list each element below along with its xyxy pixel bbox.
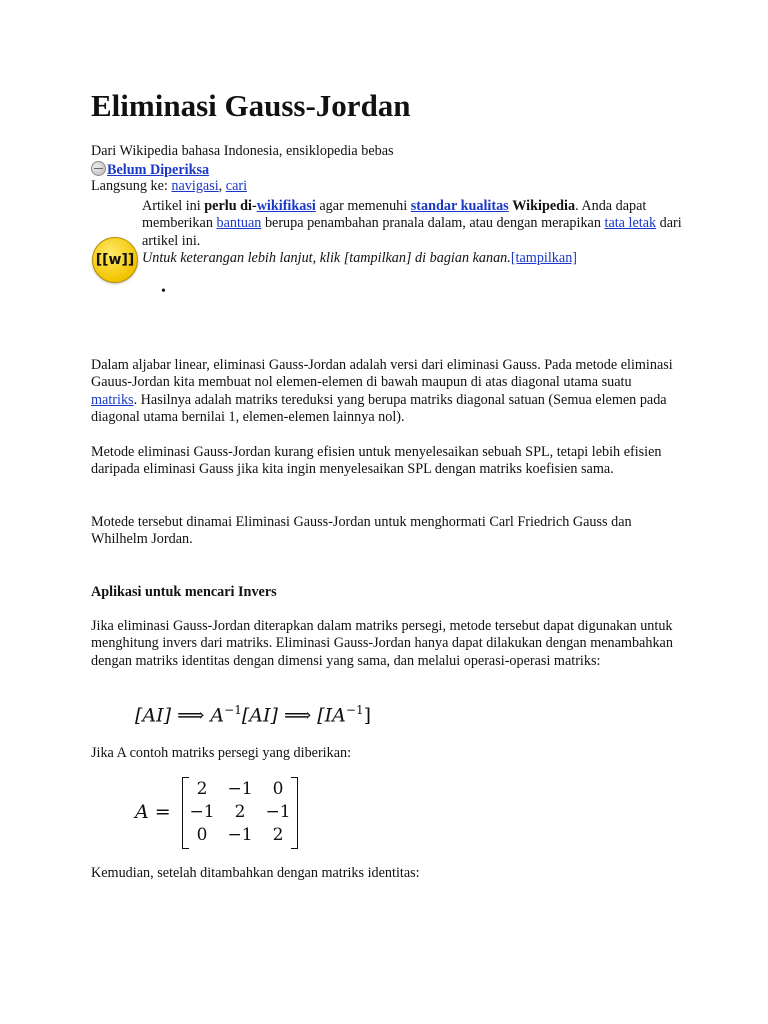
notice-note: Untuk keterangan lebih lanjut, klik [tampilkan] di bagian kanan. — [142, 250, 511, 267]
page-title: Eliminasi Gauss-Jordan — [91, 88, 411, 123]
wikify-notice — [142, 198, 682, 268]
show-link[interactable]: [tampilkan] — [510, 250, 578, 267]
notice-text: agar memenuhi — [315, 198, 411, 214]
jump-separator: , — [218, 178, 226, 194]
matrix-cell: 2 — [272, 825, 284, 845]
paragraph-efficiency: Metode eliminasi Gauss-Jordan kurang efisien untuk menyelesaikan sebuah SPL, tetapi lebih efisien daripada eliminasi Gauss jika kita ingin menyelesaikan SPL dengan matriks koefisien sama. — [91, 444, 662, 478]
matrix-cell: −1 — [265, 802, 291, 822]
layout-link[interactable]: tata letak — [604, 215, 657, 232]
matrix-cell: −1 — [189, 802, 215, 822]
jump-to-label: Langsung ke: — [91, 178, 172, 194]
matrix-cell: −1 — [227, 825, 253, 845]
formula-superscript: −1 — [224, 703, 242, 717]
paragraph-text: . Hasilnya adalah matriks tereduksi yang berupa matriks diagonal satuan (Semua elemen pada diagonal utama bernilai 1, elemen-elemen lainnya nol). — [91, 391, 667, 426]
wikify-icon: [[w]] — [92, 237, 138, 283]
paragraph-identity: Kemudian, setelah ditambahkan dengan matriks identitas: — [91, 865, 420, 881]
notice-text: . Anda dapat memberikan — [142, 198, 647, 232]
matrix-link[interactable]: matriks — [91, 391, 134, 408]
review-status-link[interactable]: Belum Diperiksa — [107, 162, 210, 178]
matrix-cell: −1 — [227, 779, 253, 799]
review-status — [91, 161, 209, 179]
search-link[interactable]: cari — [225, 178, 248, 194]
help-link[interactable]: bantuan — [216, 215, 262, 232]
quality-standard-link[interactable]: standar kualitas — [410, 198, 509, 214]
notice-text: berupa penambahan pranala dalam, atau dengan merapikan — [261, 215, 605, 232]
jump-to — [91, 178, 247, 195]
formula-part: [AI] — [241, 704, 278, 727]
list-bullet: • — [161, 284, 166, 299]
implies-symbol: ⟹ — [283, 704, 312, 727]
matrix-cell: 0 — [196, 825, 208, 845]
section-heading: Aplikasi untuk mencari Invers — [91, 584, 277, 600]
formula-part: [AI] — [135, 704, 172, 727]
notice-text: Artikel ini — [142, 198, 205, 214]
matrix-cell: 0 — [272, 779, 284, 799]
paragraph-intro — [91, 357, 681, 427]
notice-text: dari artikel ini. — [142, 215, 682, 249]
implies-symbol: ⟹ — [177, 704, 205, 727]
formula-inverse — [135, 703, 371, 726]
paragraph-example: Jika A contoh matriks persegi yang diberikan: — [91, 745, 352, 761]
formula-part: ] — [363, 704, 372, 727]
matrix-cell: 2 — [234, 802, 246, 822]
notice-wikipedia: Wikipedia — [512, 198, 576, 214]
matrix-a — [135, 777, 305, 849]
unreviewed-status-icon — [91, 161, 106, 176]
paragraph-text: Dalam aljabar linear, eliminasi Gauss-Jordan adalah versi dari eliminasi Gauss. Pada metode eliminasi Gauus-Jordan kita membuat nol elemen-elemen di bawah maupun di atas diagonal utama suatu — [91, 357, 673, 391]
paragraph-inverse: Jika eliminasi Gauss-Jordan diterapkan dalam matriks persegi, metode tersebut dapat digunakan untuk menghitung invers dari matriks. Eliminasi Gauss-Jordan hanya dapat dilakukan dengan menambahkan dengan matriks identitas dengan dimensi yang sama, dan melalui operasi-operasi matriks: — [91, 618, 673, 669]
formula-part: A — [210, 704, 225, 727]
formula-superscript: −1 — [345, 703, 364, 717]
site-subtitle: Dari Wikipedia bahasa Indonesia, ensiklopedia bebas — [91, 143, 394, 159]
wikify-link[interactable]: wikifikasi — [256, 198, 316, 214]
matrix-cell: 2 — [196, 779, 208, 799]
paragraph-naming: Motede tersebut dinamai Eliminasi Gauss-Jordan untuk menghormati Carl Friedrich Gauss dan Whilhelm Jordan. — [91, 514, 632, 548]
navigation-link[interactable]: navigasi — [171, 178, 219, 194]
formula-part: [IA — [317, 704, 346, 727]
matrix-label: A = — [135, 801, 171, 823]
notice-text-bold: perlu di- — [204, 198, 257, 214]
